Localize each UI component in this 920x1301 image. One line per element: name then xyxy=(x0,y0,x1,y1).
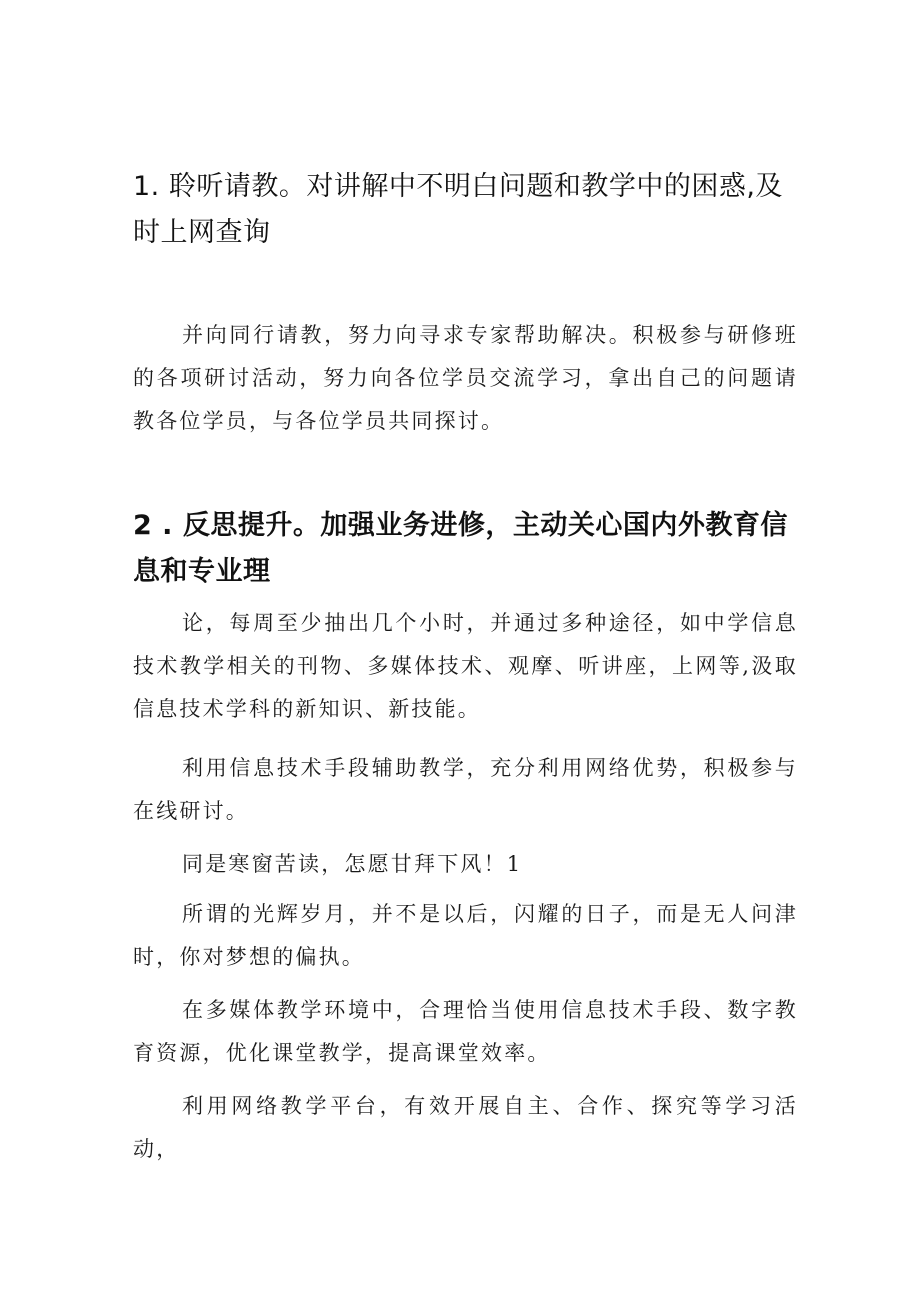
section-2-paragraph-5: 在多媒体教学环境中，合理恰当使用信息技术手段、数字教育资源，优化课堂教学，提高课堂效率。 xyxy=(133,998,798,1065)
section-2-heading: 2 . 反思提升。加强业务进修，主动关心国内外教育信息和专业理 xyxy=(133,510,788,587)
section-2-paragraph-6: 利用网络教学平台，有效开展自主、合作、探究等学习活动， xyxy=(133,1094,798,1161)
section-2-paragraph-2: 利用信息技术手段辅助教学，充分利用网络优势，积极参与在线研讨。 xyxy=(133,756,798,823)
section-2-paragraph-1: 论，每周至少抽出几个小时，并通过多种途径，如中学信息技术教学相关的刊物、多媒体技术、观摩、听讲座，上网等,汲取信息技术学科的新知识、新技能。 xyxy=(133,611,798,721)
section-1-paragraph: 并向同行请教，努力向寻求专家帮助解决。积极参与研修班的各项研讨活动，努力向各位学员交流学习，拿出自己的问题请教各位学员，与各位学员共同探讨。 xyxy=(133,323,798,433)
section-2-paragraph-3: 同是寒窗苦读，怎愿甘拜下风！1 xyxy=(182,852,523,876)
section-2-paragraph-4: 所谓的光辉岁月，并不是以后，闪耀的日子，而是无人问津时，你对梦想的偏执。 xyxy=(133,902,798,969)
section-1-heading: 1. 聆听请教。对讲解中不明白问题和教学中的困惑,及时上网查询 xyxy=(133,171,783,248)
